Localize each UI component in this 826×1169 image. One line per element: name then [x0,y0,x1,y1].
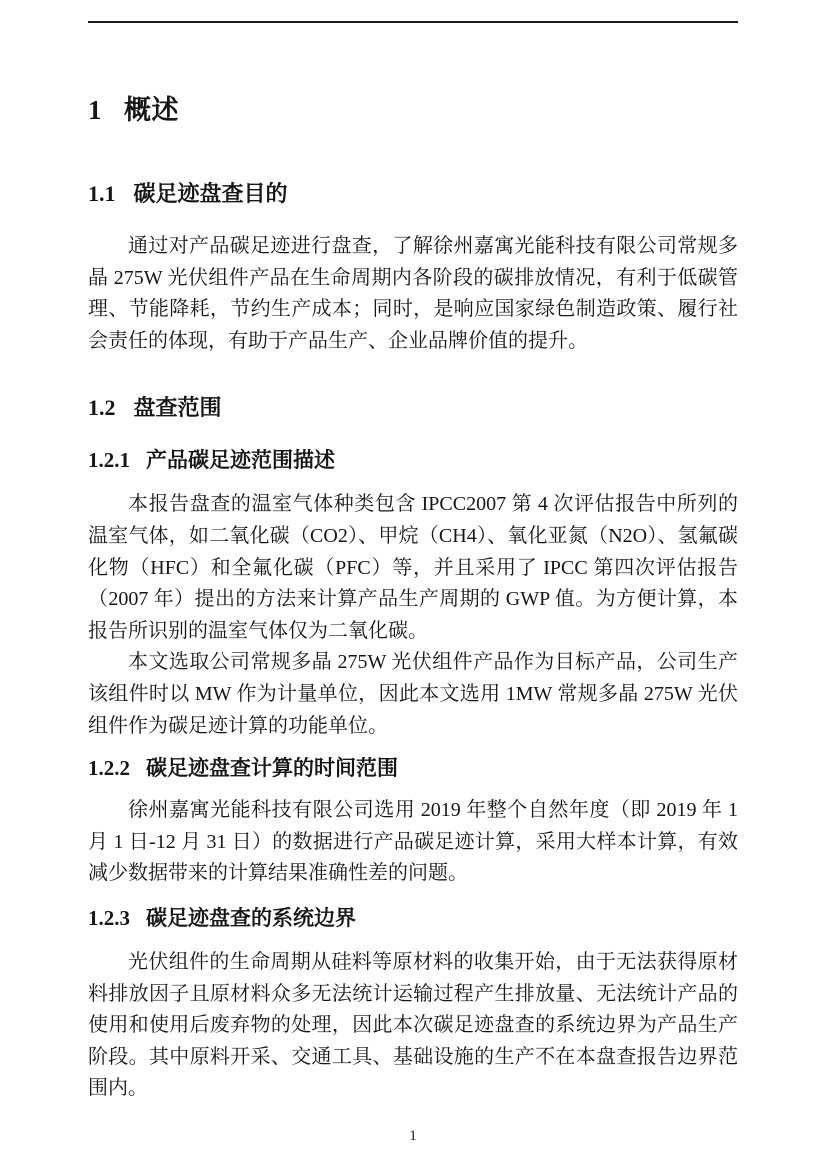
header-rule [88,21,738,23]
heading-purpose-number: 1.1 [88,181,116,206]
paragraph-time-range: 徐州嘉寓光能科技有限公司选用 2019 年整个自然年度（即 2019 年 1 月 1 日-12 月 31 日）的数据进行产品碳足迹计算，采用大样本计算，有效减少数据带来的计算结果准确性差的问题。 [88,799,738,885]
heading-scope-desc [88,446,738,475]
heading-purpose-title: 碳足迹盘查目的 [133,181,288,206]
heading-scope [88,393,738,422]
heading-purpose [88,179,738,208]
heading-system-boundary-number: 1.2.3 [88,905,130,930]
paragraph-system-boundary: 光伏组件的生命周期从硅料等原材料的收集开始，由于无法获得原材料排放因子且原材料众多无法统计运输过程产生排放量、无法统计产品的使用和使用后废弃物的处理，因此本次碳足迹盘查的系统边界为产品生产阶段。其中原料开采、交通工具、基础设施的生产不在本盘查报告边界范围内。 [88,950,738,1100]
heading-overview-title: 概述 [124,95,179,125]
page-number: 1 [409,1128,417,1144]
heading-time-range [88,754,738,783]
paragraph-scope-desc-2: 本文选取公司常规多晶 275W 光伏组件产品作为目标产品，公司生产该组件时以 MW 作为计量单位，因此本文选用 1MW 常规多晶 275W 光伏组件作为碳足迹计算的功能单位。 [88,651,738,737]
heading-system-boundary-title: 碳足迹盘查的系统边界 [146,906,356,930]
heading-time-range-number: 1.2.2 [88,756,130,781]
heading-scope-number: 1.2 [88,395,116,421]
heading-overview [88,93,738,127]
heading-scope-title: 盘查范围 [133,395,222,421]
heading-scope-desc-number: 1.2.1 [88,448,130,473]
paragraph-scope-desc-1: 本报告盘查的温室气体种类包含 IPCC2007 第 4 次评估报告中所列的温室气体，如二氧化碳（CO2）、甲烷（CH4）、氧化亚氮（N2O）、氢氟碳化物（HFC）和全氟化碳（PFC）等，并且采用了 IPCC 第四次评估报告（2007 年）提出的方法来计算产品生产周期的 GWP 值。为方便计算，本报告所识别的温室气体仅为二氧化碳。 [88,493,738,642]
heading-overview-number: 1 [88,95,102,125]
heading-system-boundary [88,904,738,933]
paragraph-purpose: 通过对产品碳足迹进行盘查，了解徐州嘉寓光能科技有限公司常规多晶 275W 光伏组件产品在生命周期内各阶段的碳排放情况，有利于低碳管理、节能降耗，节约生产成本；同时，是响应国家绿色制造政策、履行社会责任的体现，有助于产品生产、企业品牌价值的提升。 [88,235,738,352]
heading-time-range-title: 碳足迹盘查计算的时间范围 [146,757,398,781]
heading-scope-desc-title: 产品碳足迹范围描述 [146,449,335,473]
